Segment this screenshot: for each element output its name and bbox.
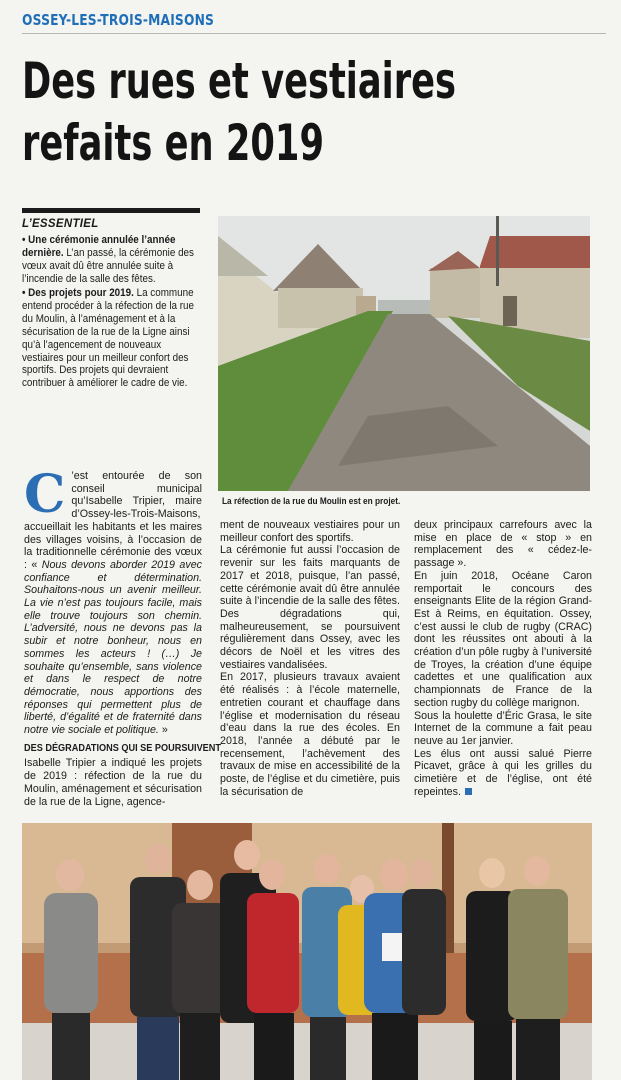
- article-column-1: [24, 464, 221, 808]
- essential-title: L’ESSENTIEL: [22, 218, 99, 230]
- headline: [22, 50, 530, 174]
- article-column-2: [220, 519, 400, 798]
- street-photo-illustration: [218, 216, 590, 491]
- column-3-paragraph-1: deux principaux carrefours avec la mise en place de « stop » en remplacement des « cédez-le-passage ».: [414, 519, 592, 570]
- council-group-photo: [22, 823, 592, 1080]
- end-of-article-mark: [465, 788, 472, 795]
- essential-rule: [22, 208, 200, 213]
- photo-caption: La réfection de la rue du Moulin est en projet.: [222, 496, 401, 506]
- article-paragraph-1: [24, 464, 202, 737]
- mayor-quote: Nous devons aborder 2019 avec confiance et détermination. Souhaitons-nous un avenir meilleur. La vie n’est pas toujours facile, mais elle trouve toujours son chemin. L’adversité, nous ne devons pas la subir et notre bonheur, nous en sommes les acteurs ! (…) Je souhaite qu’ensemble, sans violence et dans le respect de notre démocratie, nous apportions des réponses qui permettent plus de liberté, d’égalité et de fraternité dans notre vie sociale et politique.: [24, 558, 202, 737]
- essential-item-2: [22, 287, 195, 390]
- mayor-quote-end: »: [158, 724, 168, 737]
- drop-cap: C: [24, 464, 66, 525]
- section-rubric: OSSEY-LES-TROIS-MAISONS: [22, 11, 215, 29]
- article-paragraph-2: Isabelle Tripier a indiqué les projets de 2019 : réfection de la rue du Moulin, aménagement et sécurisation de la rue de la Ligne, agence-: [24, 757, 202, 808]
- rubric-divider: [22, 33, 606, 34]
- article-intro: ’est entourée de son conseil municipal qu’Isabelle Tripier, maire d’Ossey-les-Trois-Maisons, accueillait les habitants et les maires des villages voisins, à l’occasion de la traditionnelle cérémonie des vœux : «: [24, 470, 202, 571]
- column-2-paragraph-3: En 2017, plusieurs travaux avaient été réalisés : à l’école maternelle, entretien courant et chauffage dans l’église et modernisation du réseau d’eau dans la rue des écoles. En 2018, l’année a débuté par le recensement, l’achèvement des travaux de mise en accessibilité de la poste, de l’église et du cimetière, puis la sécurisation de: [220, 671, 400, 798]
- column-2-paragraph-2: La cérémonie fut aussi l’occasion de revenir sur les faits marquants de 2017 et 2018, puisque, l’an passé, cette cérémonie avait dû être annulée suite à l’incendie de la salle des fêtes. Des dégradations qui, malheureusement, se poursuivent régulièrement dans Ossey, avec les décors de Noël et les vitres des vestiaires vandalisées.: [220, 544, 400, 671]
- essential-item-2-text: La commune entend procéder à la réfection de la rue du Moulin, à l’aménagement et à la sécurisation de la rue de la Ligne ainsi qu’à l’agencement de nouveaux vestiaires pour un meilleur confort des sportifs. Des projets qui devraient contribuer à améliorer le cadre de vie.: [22, 287, 194, 390]
- essential-item-1-text: L’an passé, la cérémonie des vœux avait dû être annulée suite à l’incendie de la salle des fêtes.: [22, 246, 194, 285]
- group-photo-illustration: [22, 823, 592, 1080]
- headline-line-1: Des rues et vestiaires: [22, 52, 457, 110]
- column-3-paragraph-3: Sous la houlette d’Éric Grasa, le site Internet de la commune a fait peau neuve au 1er janvier.: [414, 709, 592, 747]
- essential-item-2-heading: • Des projets pour 2019.: [22, 287, 134, 299]
- article-column-3: [414, 519, 592, 798]
- village-street-photo: [218, 216, 590, 491]
- column-2-paragraph-1: ment de nouveaux vestiaires pour un meilleur confort des sportifs.: [220, 519, 400, 544]
- essential-item-1-heading: • Une cérémonie annulée l’année dernière.: [22, 234, 176, 259]
- headline-line-2: refaits en 2019: [22, 114, 324, 172]
- column-3-paragraph-2: En juin 2018, Océane Caron remportait le concours des enseignants Elite de la région Grand-Est à Reims, en équitation. Ossey, c’est aussi le club de rugby (CRAC) dont les réussites ont abouti à la création d’un pôle rugby à l’université de Troyes, la création d’une équipe cadettes et une qualification aux championnats de France de la section rugby du collège marignon.: [414, 569, 592, 709]
- article-subhead: DES DÉGRADATIONS QUI SE POURSUIVENT: [24, 742, 221, 754]
- essential-item-1: [22, 234, 195, 286]
- column-3-paragraph-4-text: Les élus ont aussi salué Pierre Picavet, grâce à qui les grilles du cimetière et de l’église, ont été repeintes.: [414, 747, 592, 798]
- column-3-paragraph-4: [414, 748, 592, 799]
